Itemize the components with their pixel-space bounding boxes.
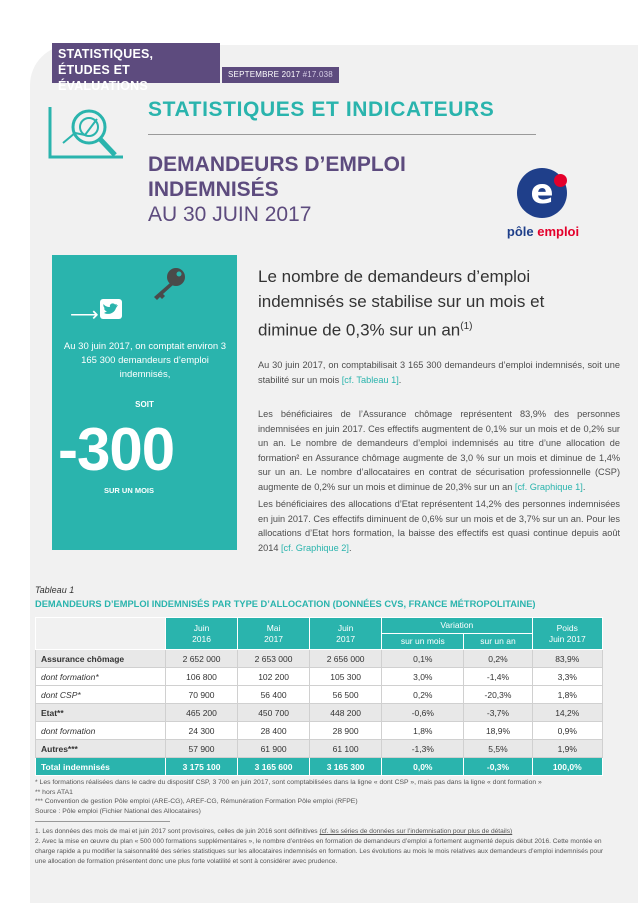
allocation-table: [35, 617, 603, 776]
row-label: Etat**: [36, 704, 166, 722]
note-3: *** Convention de gestion Pôle emploi (ARE-CG), AREF-CG, Rémunération Formation Pôle emploi (RFPE): [35, 798, 358, 806]
logo-text-b: emploi: [537, 224, 580, 239]
paragraph-1: Au 30 juin 2017, on comptabilisait 3 165 300 demandeurs d’emploi indemnisés, soit une stabilité sur un mois [cf. Tableau 1].: [258, 360, 620, 385]
key-figure-text: Au 30 juin 2017, on comptait environ 3 165 300 demandeurs d’emploi indemnisés,: [63, 341, 227, 380]
col-poids: Poids Juin 2017: [532, 618, 602, 650]
data-series-link[interactable]: (cf. les séries de données sur l’indemnisation pour plus de détails): [319, 828, 513, 835]
footnote-1: [35, 827, 605, 837]
footnote-2: 2. Avec la mise en œuvre du plan « 500 000 formations supplémentaires », le nombre d’entrées en formation de demandeurs d’emploi a fortement augmenté depuis début 2016. Cette montée en charge rapide a pu modifier la saisonnalité des séries statistiques sur les allocataires indemnisés en formation. Les évolutions au mois le mois relatives aux demandeurs d’emploi indemnisés pour une allocation de formation présentent donc une plus forte volatilité et sont à considérer avec prudence.: [35, 838, 604, 865]
soit-label: SOIT: [135, 400, 154, 409]
col-variation: Variation: [382, 618, 532, 634]
magnifier-chart-icon: [45, 105, 127, 165]
table-notes: [35, 778, 605, 816]
table-row: Etat** 465 200 450 700 448 200 -0,6% -3,7% 14,2%: [36, 704, 603, 722]
paragraph-3-text: Les bénéficiaires des allocations d’Etat représentent 14,2% des personnes indemnisées en juin 2017. Ces effectifs diminuent de 0,6% sur un mois et de 3,7% sur un an. Pour les allocations d’Etat hors formation, la baisse des effectifs est quasi continue depuis août 2014: [258, 499, 620, 553]
title-line-1: DEMANDEURS D’EMPLOI: [148, 153, 406, 176]
publication-date: [222, 67, 339, 83]
title-line-2: INDEMNISÉS: [148, 178, 279, 201]
col-juin-2016: Juin 2016: [166, 618, 238, 650]
pole-emploi-logo: [498, 168, 588, 248]
lead-text: Le nombre de demandeurs d’emploi indemnisés se stabilise sur un mois et diminue de 0,3% sur un an: [258, 267, 545, 340]
table-row: Autres*** 57 900 61 900 61 100 -1,3% 5,5% 1,9%: [36, 740, 603, 758]
date-text: SEPTEMBRE 2017: [228, 70, 301, 79]
note-source: Source : Pôle emploi (Fichier National des Allocataires): [35, 807, 201, 815]
main-title: [148, 152, 406, 202]
series-line-2: ÉTUDES ET ÉVALUATIONS: [58, 63, 148, 93]
row-label: dont formation*: [36, 668, 166, 686]
note-1: * Les formations réalisées dans le cadre du dispositif CSP, 3 700 en juin 2017, sont comptabilisées dans la ligne « dont CSP », mais pas dans la ligne « dont formation »: [35, 779, 542, 786]
logo-letter: e: [530, 172, 554, 212]
lead-footnote-ref[interactable]: (1): [460, 321, 473, 332]
section-title: STATISTIQUES ET INDICATEURS: [148, 98, 495, 121]
col-var-mois: sur un mois: [382, 634, 464, 650]
logo-text-a: pôle: [506, 224, 538, 239]
main-subtitle: AU 30 JUIN 2017: [148, 203, 312, 226]
row-label: Total indemnisés: [36, 758, 166, 776]
table-row: dont formation* 106 800 102 200 105 300 3,0% -1,4% 3,3%: [36, 668, 603, 686]
arrow-right-icon: ⟶: [70, 304, 99, 326]
series-line-1: STATISTIQUES,: [58, 47, 154, 61]
row-label: Autres***: [36, 740, 166, 758]
col-mai-2017: Mai 2017: [238, 618, 310, 650]
row-label: dont CSP*: [36, 686, 166, 704]
row-label: dont formation: [36, 722, 166, 740]
publication-series-tag: [52, 43, 220, 93]
paragraph-1-text: Au 30 juin 2017, on comptabilisait 3 165 300 demandeurs d’emploi indemnisés, soit une stabilité sur un mois: [258, 360, 620, 385]
table-total-row: Total indemnisés 3 175 100 3 165 600 3 165 300 0,0% -0,3% 100,0%: [36, 758, 603, 776]
col-juin-2017: Juin 2017: [310, 618, 382, 650]
note-2: ** hors ATA1: [35, 788, 73, 796]
footnote-1-text: 1. Les données des mois de mai et juin 2017 sont provisoires, celles de juin 2016 sont définitives: [35, 828, 320, 835]
table-row: dont formation 24 300 28 400 28 900 1,8% 18,9% 0,9%: [36, 722, 603, 740]
footnotes: [35, 827, 605, 867]
tableau-1-link[interactable]: [cf. Tableau 1]: [341, 374, 399, 385]
table-caption: Tableau 1: [35, 585, 75, 595]
table-row: Assurance chômage 2 652 000 2 653 000 2 656 000 0,1% 0,2% 83,9%: [36, 650, 603, 668]
key-figure-number: -300: [58, 416, 175, 483]
logo-text: [498, 224, 588, 239]
table-corner: [36, 618, 166, 650]
paragraph-2: Les bénéficiaires de l’Assurance chômage représentent 83,9% des personnes indemnisées en juin 2017. Ces effectifs augmentent de 0,1% sur un mois et de 0,2% sur un an. Le nombre de demandeurs d’emploi indemnisés au titre d’une allocation de formation² en Assurance chômage augmente de 3,0 % sur un mois et diminue de 1,4% sur un an. Le nombre d’allocataires en contrat de sécurisation professionnelle (CSP) augmente de 0,2% sur un mois et diminue de 20,3% sur un an [cf. Graphique 1].: [258, 409, 620, 492]
col-var-an: sur un an: [464, 634, 532, 650]
graphique-1-link[interactable]: [cf. Graphique 1]: [514, 481, 583, 492]
paragraph-3: Les bénéficiaires des allocations d’Etat représentent 14,2% des personnes indemnisées en juin 2017. Ces effectifs diminuent de 0,6% sur un mois et de 3,7% sur un an. Pour les allocations d’Etat hors formation, la baisse des effectifs est quasi continue depuis août 2014 [cf. Graphique 2].: [258, 499, 620, 553]
key-icon: [148, 266, 188, 302]
publication-number: #17.038: [302, 70, 333, 79]
table-title: DEMANDEURS D’EMPLOI INDEMNISÉS PAR TYPE D’ALLOCATION (DONNÉES CVS, FRANCE MÉTROPOLITAINE): [35, 599, 536, 609]
row-label: Assurance chômage: [36, 650, 166, 668]
twitter-icon[interactable]: [100, 299, 122, 319]
lead-paragraph: [258, 264, 578, 343]
key-figure-unit: SUR UN MOIS: [104, 486, 155, 495]
footnote-divider: [35, 821, 170, 822]
graphique-2-link[interactable]: [cf. Graphique 2]: [281, 542, 349, 553]
paragraph-2-text: Les bénéficiaires de l’Assurance chômage représentent 83,9% des personnes indemnisées en juin 2017. Ces effectifs augmentent de 0,1% sur un mois et de 0,2% sur un an. Le nombre de demandeurs d’emploi indemnisés au titre d’une allocation de formation² en Assurance chômage augmente de 3,0 % sur un mois et diminue de 1,4% sur un an. Le nombre d’allocataires en contrat de sécurisation professionnelle (CSP) augmente de 0,2% sur un mois et diminue de 20,3% sur un an: [258, 409, 620, 492]
logo-red-dot: [554, 174, 567, 187]
table-row: dont CSP* 70 900 56 400 56 500 0,2% -20,3% 1,8%: [36, 686, 603, 704]
title-divider: [148, 134, 536, 135]
